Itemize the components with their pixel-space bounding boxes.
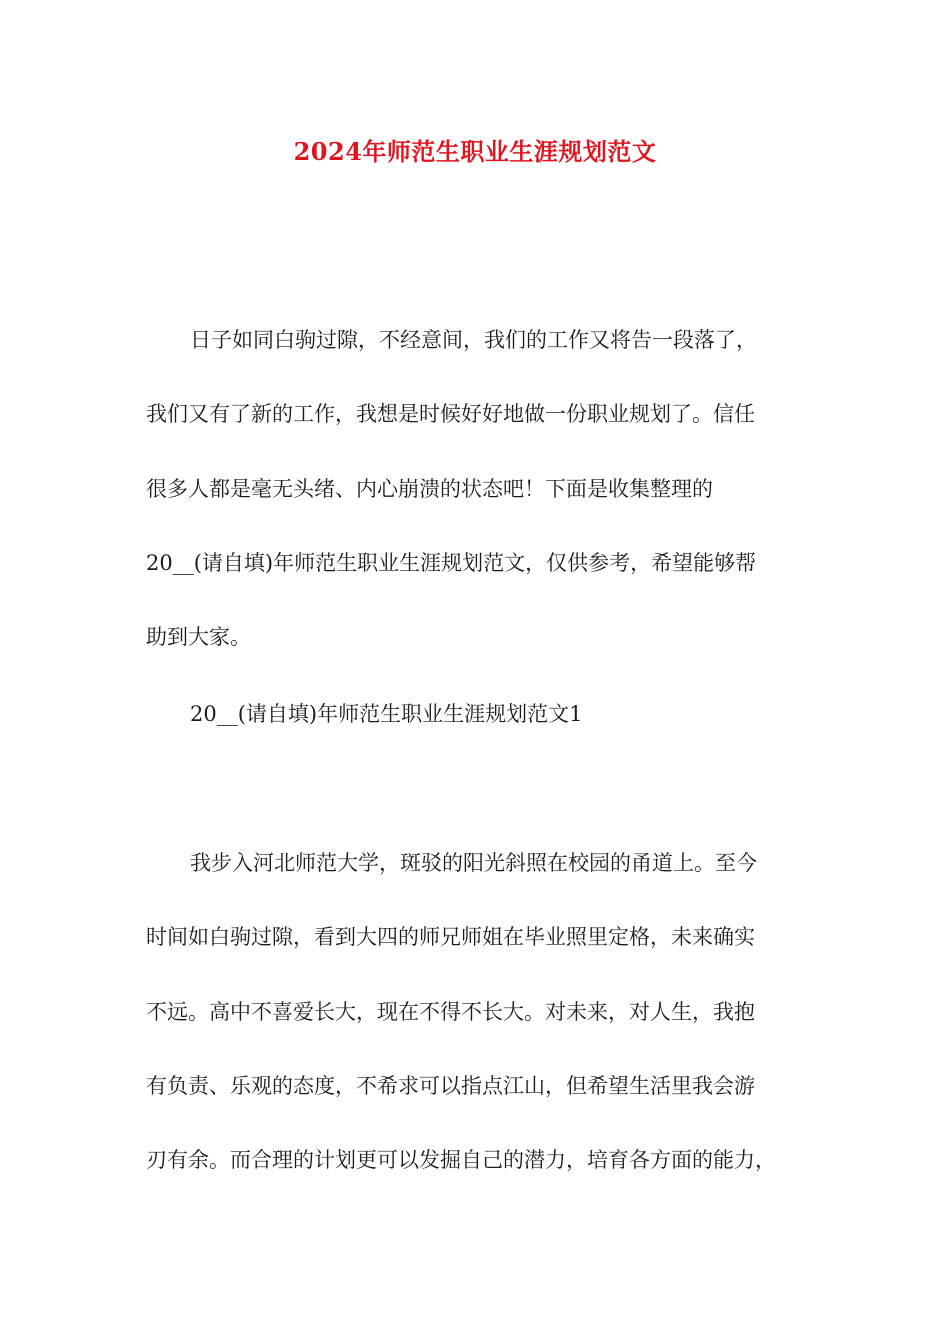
intro-line-4: 20__(请自填)年师范生职业生涯规划范文，仅供参考，希望能够帮	[146, 551, 757, 575]
intro-line-3: 很多人都是毫无头绪、内心崩溃的状态吧！下面是收集整理的	[146, 477, 713, 501]
section-heading: 20__(请自填)年师范生职业生涯规划范文1	[190, 702, 583, 726]
intro-line-2: 我们又有了新的工作，我想是时候好好地做一份职业规划了。信任	[146, 402, 755, 426]
body-line-2: 时间如白驹过隙，看到大四的师兄师姐在毕业照里定格，未来确实	[146, 925, 755, 949]
body-line-5: 刃有余。而合理的计划更可以发掘自己的潜力，培育各方面的能力，	[146, 1148, 776, 1172]
body-line-4: 有负责、乐观的态度，不希求可以指点江山，但希望生活里我会游	[146, 1074, 755, 1098]
intro-line-5: 助到大家。	[146, 625, 251, 649]
document-title: 2024年师范生职业生涯规划范文	[293, 137, 657, 166]
body-line-1: 我步入河北师范大学，斑驳的阳光斜照在校园的甬道上。至今	[190, 851, 757, 875]
intro-line-1: 日子如同白驹过隙，不经意间，我们的工作又将告一段落了，	[190, 328, 757, 352]
body-line-3: 不远。高中不喜爱长大，现在不得不长大。对未来，对人生，我抱	[146, 1000, 755, 1024]
